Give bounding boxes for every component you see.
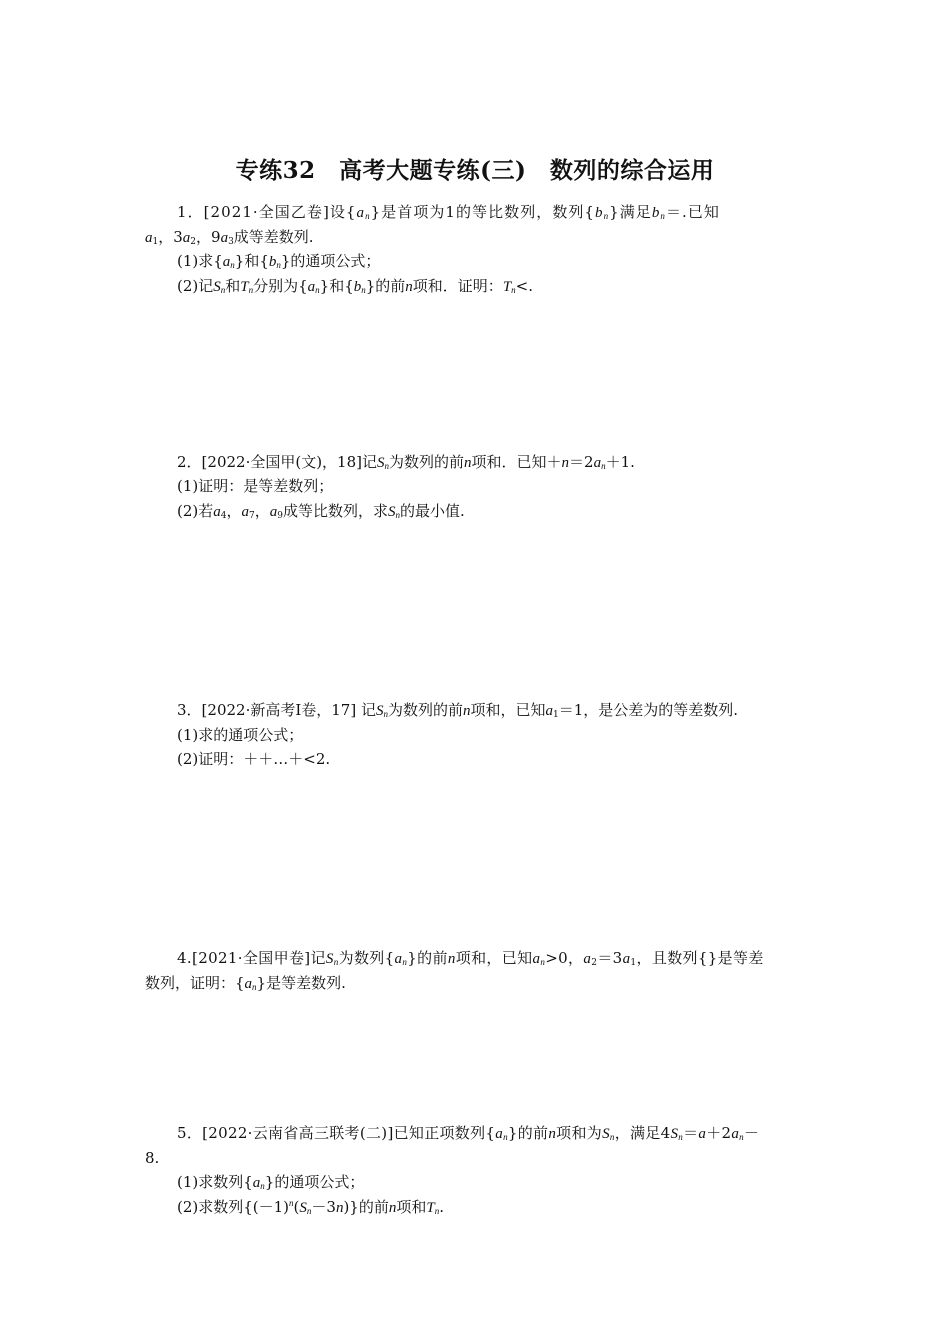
problem-2-line-1: 2．[2022·全国甲(文)，18]记$S_n$为数列的前n项和．已知$+n=2a_n+1$. [177, 453, 635, 471]
problem-4-number: 4. [177, 949, 193, 967]
page-title: 专练32 高考大题专练(三) 数列的综合运用 [235, 157, 715, 184]
problem-4-source: [2021·全国甲卷] [192, 949, 311, 967]
problem-2-source: [2022·全国甲(文)，18] [201, 453, 362, 471]
problem-1-number: 1． [177, 203, 204, 221]
problem-5-part-1: (1)求数列$\{a_n\}$的通项公式； [177, 1173, 365, 1191]
problem-5-line-2: 8. [145, 1149, 160, 1167]
problem-3-source: [2022·新高考Ⅰ卷，17] [201, 701, 357, 719]
problem-4-line-2: 数列，证明：$\{a_n\}$是等差数列. [145, 974, 346, 992]
problem-2-part-1: (1)证明：是等差数列； [177, 477, 334, 495]
problem-3-part-1: (1)求的通项公式； [177, 726, 304, 744]
problem-5-part-2: (2)求数列$\{(-1)^n(S_n-3n)\}$的前n项和$T_n$. [177, 1198, 444, 1216]
problem-3-number: 3． [177, 701, 202, 719]
problem-2-part-2: (2)若$a_4$，$a_7$，$a_9$成等比数列，求$S_n$的最小值. [177, 502, 465, 521]
problem-3-part-2: (2)证明：＋＋…＋<2. [177, 750, 331, 768]
problem-5-number: 5． [177, 1124, 203, 1142]
problem-3-line-1: 3．[2022·新高考Ⅰ卷，17] 记$S_n$为数列的前n项和，已知$a_1=1$，是公差为的等差数列. [177, 701, 739, 720]
problem-5-source: [2022·云南省高三联考(二)] [202, 1124, 394, 1142]
problem-5-line-1: 5．[2022·云南省高三联考(二)]已知正项数列$\{a_n\}$的前n项和为$S_n$，满足$4S_n=a+2a_n-$ [177, 1124, 760, 1142]
problem-2-number: 2． [177, 453, 202, 471]
problem-1-part-1: (1)求$\{a_n\}$和$\{b_n\}$的通项公式； [177, 252, 381, 270]
problem-1-source: [2021·全国乙卷] [203, 203, 330, 221]
problem-1-part-2: (2)记$S_n$和$T_n$分别为$\{a_n\}$和$\{b_n\}$的前n项和．证明：$T_n<$. [177, 277, 533, 295]
problem-1-line-1: 1．[2021·全国乙卷]设$\{a_n\}$是首项为1的等比数列，数列$\{b_n\}$满足$b_n=$.已知 [177, 203, 720, 221]
problem-4-line-1: 4.[2021·全国甲卷]记$S_n$为数列$\{a_n\}$的前n项和，已知$a_n>0$，$a_2=3a_1$，且数列{}是等差 [177, 949, 764, 968]
problem-1-line-2: $a_1$，$3a_2$，$9a_3$成等差数列. [145, 228, 314, 247]
